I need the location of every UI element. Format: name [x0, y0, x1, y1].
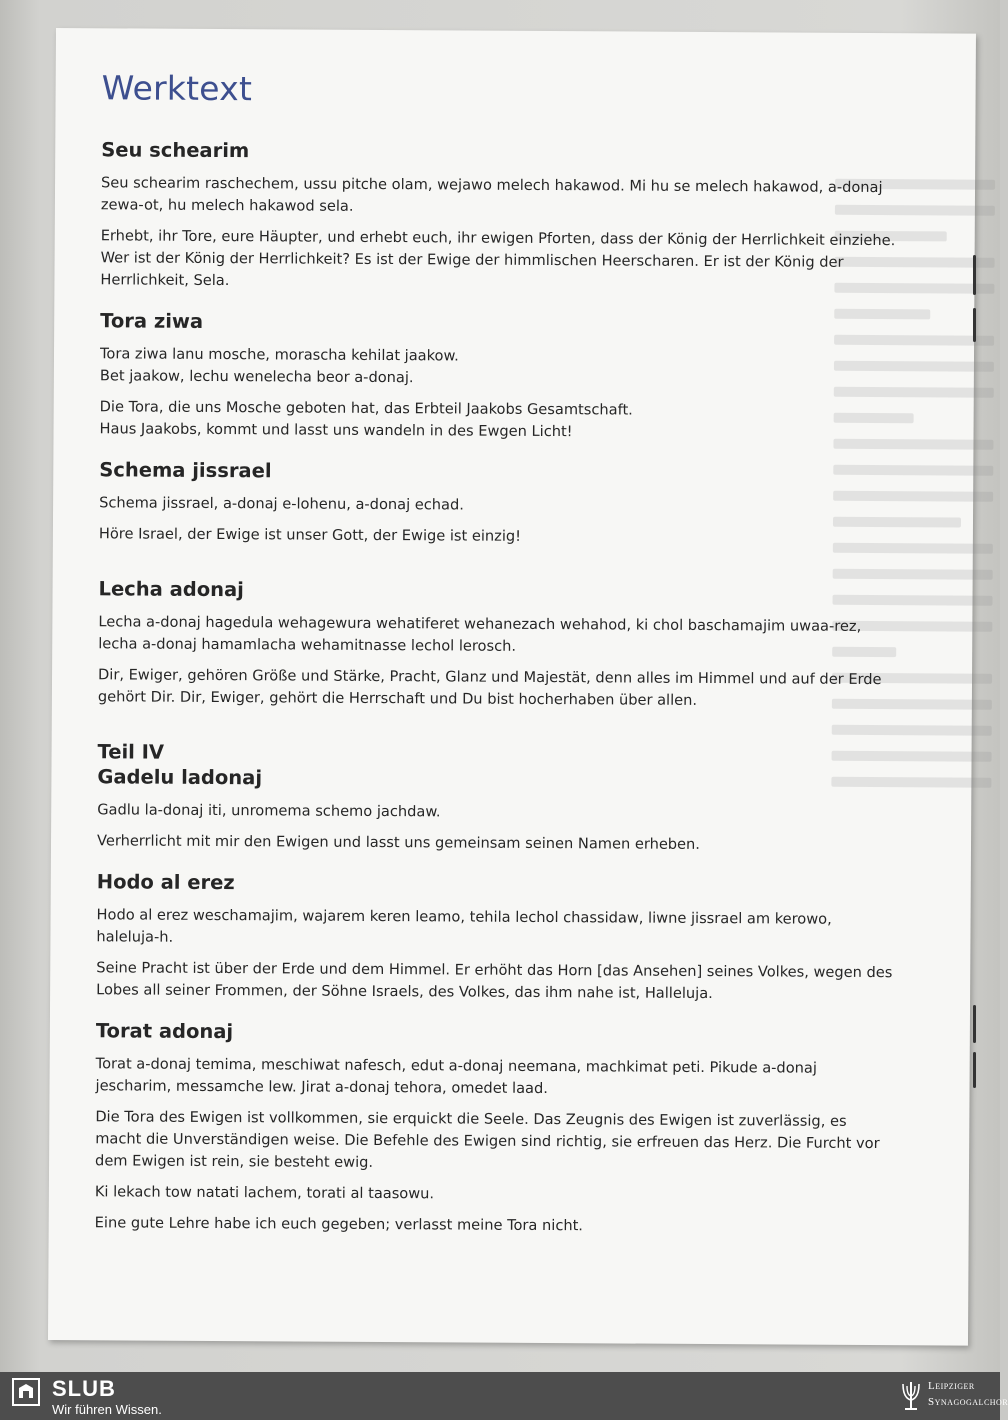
- staple-mark: [973, 255, 976, 295]
- section-torat-adonaj: [95, 1018, 896, 1239]
- hebrew-transliteration: Ki lekach tow natati lachem, torati al taasowu.: [94, 1183, 435, 1203]
- document-page: [48, 28, 976, 1346]
- hebrew-transliteration: Tora ziwa lanu mosche, morascha kehilat jaakow. Bet jaakow, lechu wenelecha beor a-donaj.: [99, 345, 459, 387]
- hebrew-transliteration: Gadlu la-donaj iti, unromema schemo jachdaw.: [97, 801, 441, 821]
- section-title: Hodo al erez: [96, 870, 235, 895]
- hebrew-transliteration: Seu schearim raschechem, ussu pitche olam, wejawo melech hakawod. Mi hu se melech hakawod, a-donaj zewa-ot, hu melech hakawod sela.: [100, 174, 883, 215]
- hebrew-transliteration: Torat a-donaj temima, meschiwat nafesch, edut a-donaj neemana, machkimat peti. Pikude a-donaj jescharim, messamche lew. Jirat a-donaj tehora, omedet laad.: [95, 1055, 817, 1098]
- menorah-icon: [898, 1378, 924, 1412]
- section-seu-schearim: [100, 137, 901, 296]
- section-lecha-adonaj: [98, 576, 899, 713]
- german-translation: Erhebt, ihr Tore, eure Häupter, und erhebt euch, ihr ewigen Pforten, dass der König der Herrlichkeit einziehe. Wer ist der König der Herrlichkeit? Es ist der Ewige der himmlischen Heerscharen. Er ist der König der Herrlichkeit, Sela.: [100, 227, 896, 290]
- staple-mark: [973, 1005, 976, 1043]
- partner-name-line2: Synagogalchor: [928, 1396, 1008, 1408]
- german-translation: Höre Israel, der Ewige ist unser Gott, der Ewige ist einzig!: [98, 525, 522, 545]
- partner-name-line1: Leipziger: [928, 1380, 975, 1392]
- section-title: Torat adonaj: [95, 1019, 234, 1044]
- page-title: Werktext: [101, 68, 253, 109]
- section-title: Seu schearim: [101, 138, 250, 163]
- german-translation: Die Tora, die uns Mosche geboten hat, das Erbteil Jaakobs Gesamtschaft. Haus Jaakobs, kommt und lasst uns wandeln in des Ewgen Licht!: [99, 398, 633, 441]
- german-translation: Seine Pracht ist über der Erde und dem Himmel. Er erhöht das Horn [das Ansehen] seines Volkes, wegen des Lobes all seiner Frommen, der Söhne Israels, des Volkes, das ihm nahe ist, Halleluja.: [96, 959, 893, 1003]
- section-tora-ziwa: [99, 308, 900, 445]
- section-title: Schema jissrael: [99, 458, 272, 483]
- section-title: Teil IV Gadelu ladonaj: [97, 740, 263, 790]
- brand-name[interactable]: SLUB: [52, 1376, 116, 1401]
- german-translation: Die Tora des Ewigen ist vollkommen, sie erquickt die Seele. Das Zeugnis des Ewigen ist zuverlässig, es macht die Unverständigen weise. Die Befehle des Ewigen sind richtig, sie erfreuen das Herz. Die Furcht vor dem Ewigen ist rein, sie besteht ewig.: [95, 1108, 880, 1171]
- hebrew-transliteration: Lecha a-donaj hagedula wehagewura wehatiferet wehanezach wehahod, ki chol baschamajim uwaa-rez, lecha a-donaj hamamlacha wehamitnasse lechol lerosch.: [98, 613, 862, 655]
- german-translation: Verherrlicht mit mir den Ewigen und lasst uns gemeinsam seinen Namen erheben.: [96, 832, 701, 853]
- german-translation: Eine gute Lehre habe ich euch gegeben; verlasst meine Tora nicht.: [94, 1214, 584, 1235]
- section-hodo-al-erez: [96, 869, 897, 1006]
- brand-tagline: Wir führen Wissen.: [52, 1402, 162, 1417]
- document-content: [95, 68, 902, 1248]
- staple-mark: [973, 1052, 976, 1088]
- section-title: Tora ziwa: [100, 309, 204, 333]
- section-gadelu-ladonaj: [97, 739, 898, 857]
- section-schema-jissrael: [99, 457, 900, 550]
- hebrew-transliteration: Schema jissrael, a-donaj e-lohenu, a-donaj echad.: [99, 494, 464, 514]
- slub-logo-icon: [12, 1378, 40, 1406]
- section-title: Lecha adonaj: [98, 577, 244, 602]
- german-translation: Dir, Ewiger, gehören Größe und Stärke, Pracht, Glanz und Majestät, denn alles im Himmel und auf der Erde gehört Dir. Dir, Ewiger, gehört die Herrschaft und Du bist hocherhaben über allen.: [97, 666, 882, 709]
- staple-mark: [973, 308, 976, 342]
- library-footer-bar: [0, 1372, 1008, 1420]
- hebrew-transliteration: Hodo al erez weschamajim, wajarem keren leamo, tehila lechol chassidaw, liwne jissrael am kerowo, haleluja-h.: [96, 906, 832, 946]
